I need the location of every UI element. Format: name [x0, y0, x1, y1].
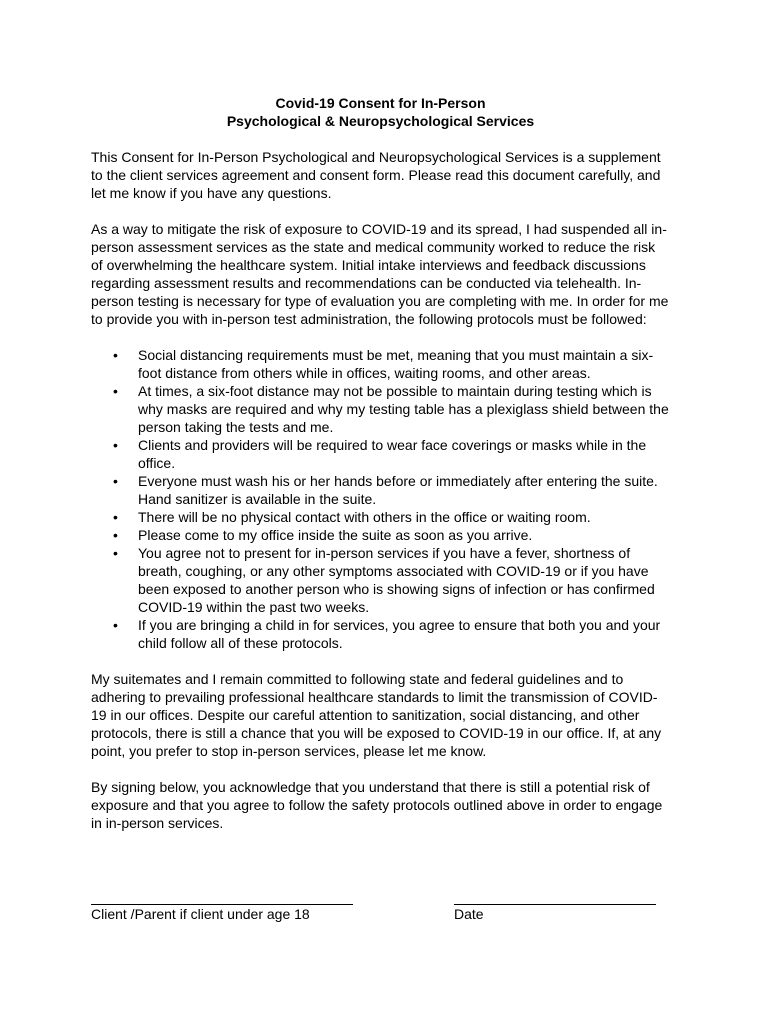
protocol-item — [113, 508, 670, 526]
client-signature-label: Client /Parent if client under age 18 — [91, 906, 310, 922]
title-line-2: Psychological & Neuropsychological Services — [226, 113, 535, 129]
date-signature-line[interactable] — [454, 904, 656, 905]
title-line-1: Covid-19 Consent for In-Person — [275, 95, 486, 111]
bullet-icon: • — [113, 473, 118, 489]
protocol-text: You agree not to present for in-person services if you have a fever, shortness of breath, coughing, or any other symptoms associated with COVID-19 or if you have been exposed to another person who is showing signs of infection or has confirmed COVID-19 within the past two weeks. — [138, 545, 655, 615]
bullet-icon: • — [113, 527, 118, 543]
protocol-text: Clients and providers will be required to wear face coverings or masks while in the office. — [138, 437, 647, 471]
protocol-text: Please come to my office inside the suite as soon as you arrive. — [138, 527, 533, 543]
protocol-text: Everyone must wash his or her hands before or immediately after entering the suite. Hand sanitizer is available in the suite. — [138, 473, 658, 507]
protocols-list — [91, 346, 670, 652]
protocol-text: There will be no physical contact with others in the office or waiting room. — [138, 509, 591, 525]
protocol-item — [113, 472, 670, 508]
document-title — [91, 94, 670, 130]
commitment-paragraph: My suitemates and I remain committed to following state and federal guidelines and to adhering to prevailing professional healthcare standards to limit the transmission of COVID-19 in our offices. Despite our careful attention to sanitization, social distancing, and other protocols, there is still a chance that you will be exposed to COVID-19 in our office. If, at any point, you prefer to stop in-person services, please let me know. — [91, 671, 662, 759]
signature-block — [91, 888, 671, 928]
protocol-item — [113, 616, 670, 652]
intro-paragraph: This Consent for In-Person Psychological and Neuropsychological Services is a supplement to the client services agreement and consent form. Please read this document carefully, and let me know if you have any questions. — [91, 149, 661, 201]
protocol-item — [113, 436, 670, 472]
bullet-icon: • — [113, 437, 118, 453]
protocol-text: If you are bringing a child in for services, you agree to ensure that both you and your child follow all of these protocols. — [138, 617, 661, 651]
protocol-item — [113, 382, 670, 436]
protocol-item — [113, 346, 670, 382]
acknowledgment-paragraph: By signing below, you acknowledge that you understand that there is still a potential risk of exposure and that you agree to follow the safety protocols outlined above in order to engage in in-person services. — [91, 779, 663, 831]
bullet-icon: • — [113, 617, 118, 633]
protocol-text: At times, a six-foot distance may not be possible to maintain during testing which is why masks are required and why my testing table has a plexiglass shield between the person taking the tests and me. — [138, 383, 669, 435]
bullet-icon: • — [113, 347, 118, 363]
protocol-item — [113, 526, 670, 544]
protocol-item — [113, 544, 670, 616]
protocol-text: Social distancing requirements must be met, meaning that you must maintain a six-foot distance from others while in offices, waiting rooms, and other areas. — [138, 347, 654, 381]
bullet-icon: • — [113, 545, 118, 561]
bullet-icon: • — [113, 383, 118, 399]
date-signature-label: Date — [454, 906, 484, 922]
bullet-icon: • — [113, 509, 118, 525]
background-paragraph: As a way to mitigate the risk of exposure to COVID-19 and its spread, I had suspended all in-person assessment services as the state and medical community worked to reduce the risk of overwhelming the healthcare system. Initial intake interviews and feedback discussions regarding assessment results and recommendations can be conducted via telehealth. In-person testing is necessary for type of evaluation you are completing with me. In order for me to provide you with in-person test administration, the following protocols must be followed: — [91, 221, 669, 327]
